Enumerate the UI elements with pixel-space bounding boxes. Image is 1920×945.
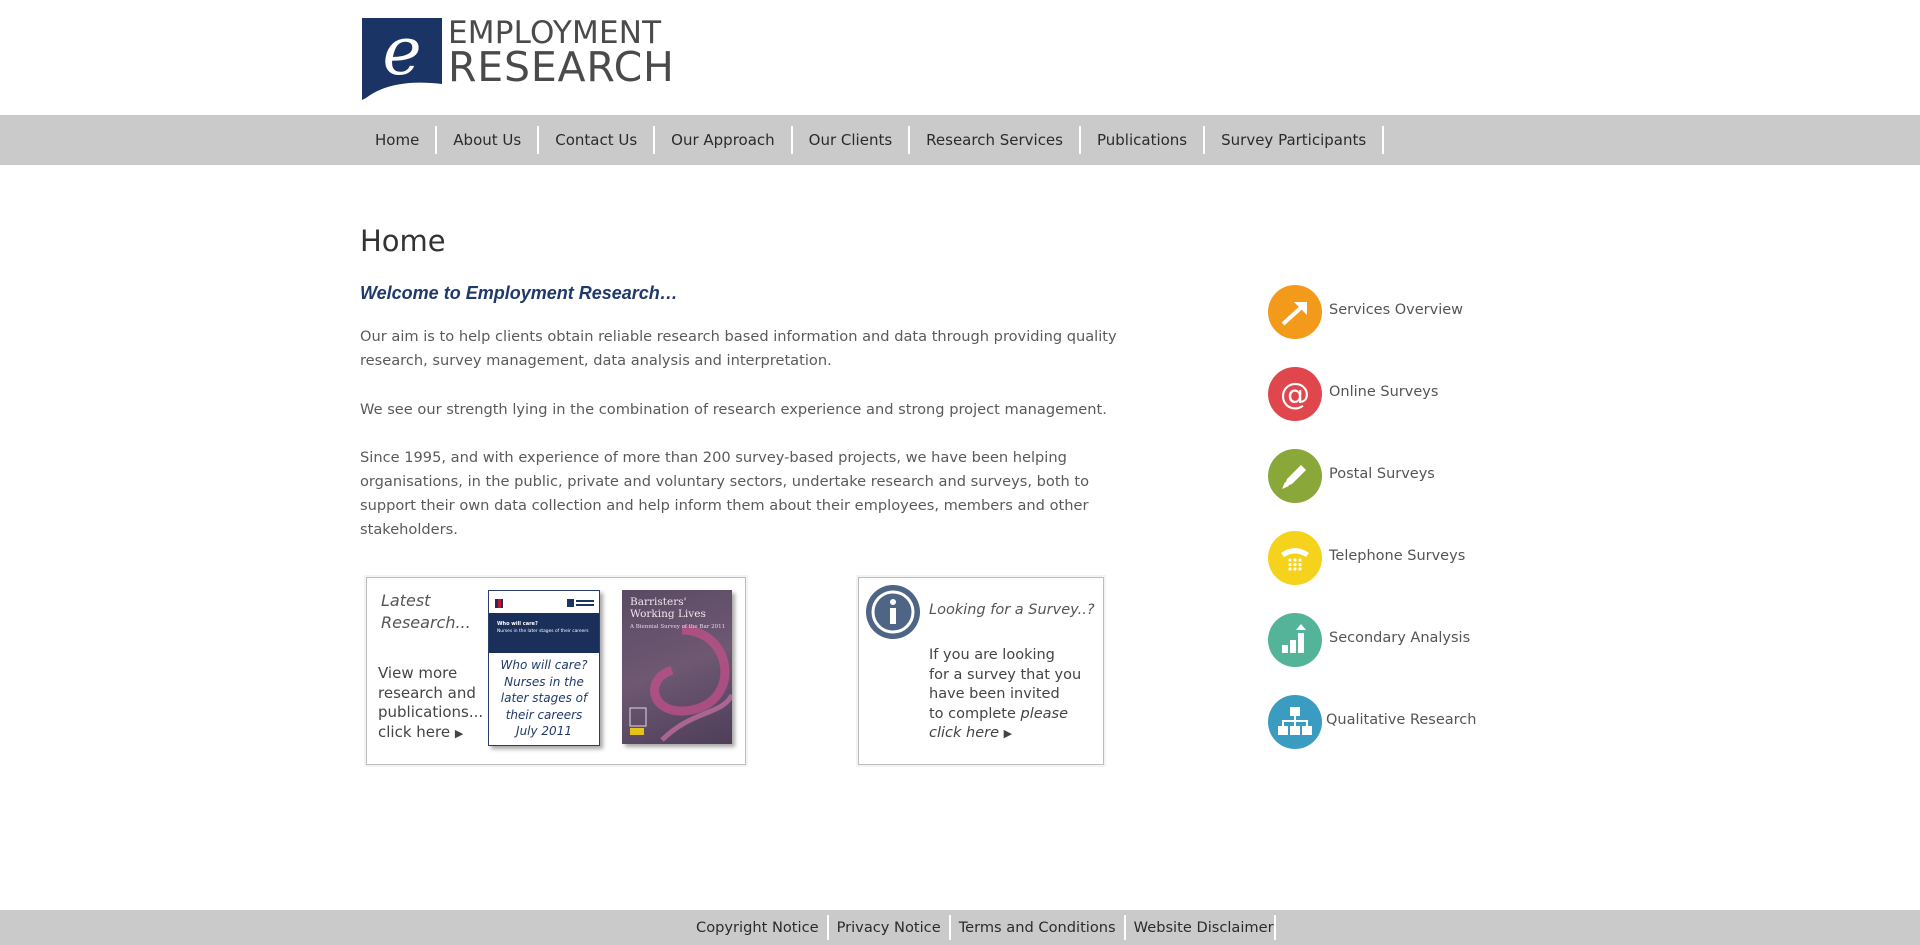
book2-title-line1: Barristers' <box>630 596 687 608</box>
latest-research-title <box>381 590 471 634</box>
at-sign-icon <box>1268 367 1322 421</box>
book1-caption-line: Nurses in the <box>504 674 584 689</box>
service-online-surveys[interactable] <box>1268 367 1568 423</box>
survey-text-line: for a survey that you <box>929 666 1082 683</box>
nav-research-services[interactable]: Research Services <box>910 126 1081 154</box>
bar-chart-icon <box>1268 613 1322 667</box>
footer-privacy-notice[interactable]: Privacy Notice <box>829 915 951 940</box>
book2-subtitle: A Biennial Survey of the Bar 2011 <box>630 624 726 630</box>
book1-caption-line: later stages of <box>500 691 588 705</box>
main-nav <box>0 115 1920 165</box>
latest-research-box[interactable] <box>366 577 746 765</box>
nav-our-approach[interactable]: Our Approach <box>655 126 793 154</box>
survey-please-link[interactable]: please <box>1020 705 1069 722</box>
nav-publications[interactable]: Publications <box>1081 126 1205 154</box>
network-icon <box>1268 695 1322 749</box>
logo-line2: RESEARCH <box>448 43 675 91</box>
site-footer <box>0 910 1920 945</box>
arrow-up-right-icon <box>1268 285 1322 339</box>
service-label: Telephone Surveys <box>1329 548 1466 564</box>
latest-research-title-line1: Latest <box>381 591 431 610</box>
page-title: Home <box>360 224 446 258</box>
pen-icon <box>1268 449 1322 503</box>
service-telephone-surveys[interactable] <box>1268 531 1568 587</box>
service-label: Qualitative Research <box>1326 712 1477 728</box>
service-label: Postal Surveys <box>1329 466 1435 482</box>
intro-paragraph-1: Our aim is to help clients obtain reliable research based information and data through providing quality research, survey management, data analysis and interpretation. <box>360 328 1117 369</box>
service-services-overview[interactable] <box>1268 285 1568 341</box>
nav-survey-participants[interactable]: Survey Participants <box>1205 126 1384 154</box>
book2-title-line2: Working Lives <box>630 608 706 620</box>
research-link-line1: View more <box>378 664 458 682</box>
intro-paragraph-3: Since 1995, and with experience of more than 200 survey-based projects, we have been helping organisations, in the public, private and voluntary sectors, undertake research and surveys, both to support their own data collection and help inform them about their employees, members and other stakeholders. <box>360 449 1090 538</box>
book1-caption-line: July 2011 <box>516 724 572 738</box>
survey-click-here-link[interactable] <box>929 724 1081 744</box>
service-label: Online Surveys <box>1329 384 1439 400</box>
book1-caption-line: Who will care? <box>500 658 588 672</box>
book1-header-strip <box>489 591 599 613</box>
publication-cover-nurses[interactable] <box>488 590 600 746</box>
research-link-line3: publications... <box>378 703 484 721</box>
book1-caption <box>489 657 599 740</box>
research-link-line2: research and <box>378 683 476 702</box>
welcome-heading: Welcome to Employment Research… <box>360 283 678 303</box>
survey-click-here-text: click here <box>929 725 1000 741</box>
book1-logos-icon <box>489 591 599 613</box>
play-arrow-icon: ▶ <box>454 726 464 740</box>
service-secondary-analysis[interactable] <box>1268 613 1568 669</box>
service-label: Services Overview <box>1329 302 1464 318</box>
nav-our-clients[interactable]: Our Clients <box>793 126 911 154</box>
book1-caption-line: their careers <box>505 707 583 722</box>
service-label: Secondary Analysis <box>1329 630 1471 646</box>
survey-box-title: Looking for a Survey..? <box>929 602 1095 618</box>
service-qualitative-research[interactable] <box>1268 695 1568 751</box>
book1-band-subtitle: Nurses in the later stages of their careers <box>497 629 589 634</box>
view-more-research-link[interactable] <box>378 664 483 743</box>
survey-text-line: If you are looking <box>929 647 1055 663</box>
intro-paragraph-2: We see our strength lying in the combination of research experience and strong project management. <box>360 401 1107 418</box>
nav-about-us[interactable]: About Us <box>437 126 539 154</box>
latest-research-title-line2: Research... <box>381 613 471 632</box>
footer-terms-and-conditions[interactable]: Terms and Conditions <box>951 915 1126 940</box>
nav-contact-us[interactable]: Contact Us <box>539 126 655 154</box>
logo-mark-letter: e <box>382 18 422 90</box>
looking-for-survey-box[interactable] <box>858 577 1104 765</box>
survey-box-text <box>929 646 1081 744</box>
nav-home[interactable]: Home <box>359 126 437 154</box>
book1-title-band <box>489 613 599 653</box>
footer-website-disclaimer[interactable]: Website Disclaimer <box>1126 915 1276 940</box>
play-arrow-icon: ▶ <box>1003 727 1013 740</box>
research-link-click-here: click here <box>378 722 451 741</box>
info-icon <box>866 585 920 639</box>
svg-text:@: @ <box>1280 377 1310 412</box>
logo-e-mark-icon <box>362 18 442 100</box>
survey-text-line: to complete <box>929 705 1016 722</box>
telephone-icon <box>1268 531 1322 585</box>
publication-cover-barristers[interactable] <box>622 590 732 744</box>
book2-title <box>630 596 706 620</box>
site-logo[interactable] <box>362 15 675 100</box>
book1-band-title: Who will care? <box>497 621 538 627</box>
footer-copyright-notice[interactable]: Copyright Notice <box>688 915 829 940</box>
service-postal-surveys[interactable] <box>1268 449 1568 505</box>
logo-line1: EMPLOYMENT <box>448 15 662 51</box>
survey-text-line: have been invited <box>929 686 1060 702</box>
site-header <box>0 0 1920 115</box>
